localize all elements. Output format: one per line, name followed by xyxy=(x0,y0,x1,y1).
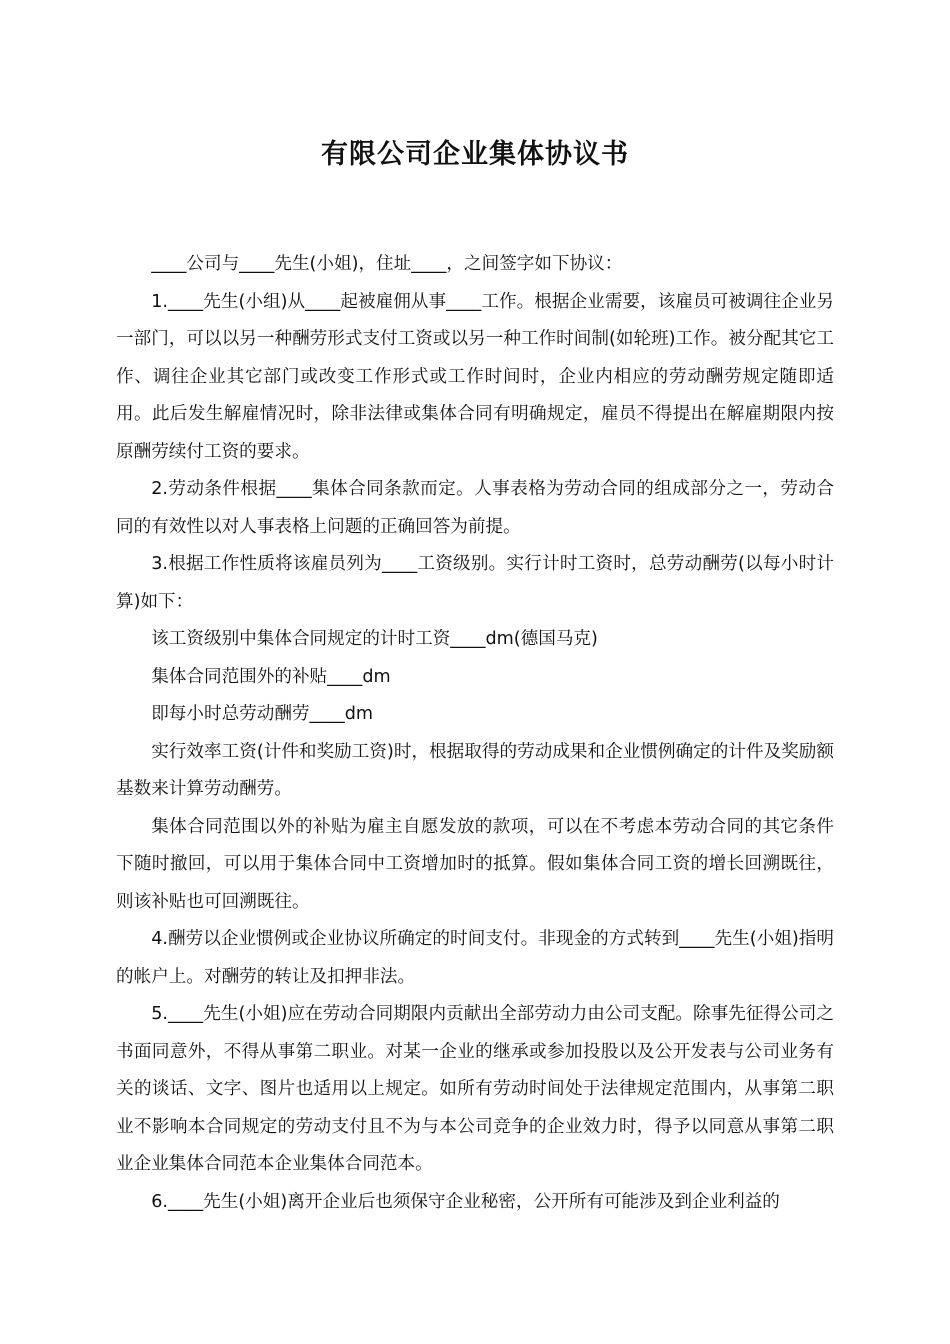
clause-3-paragraph: 3.根据工作性质将该雇员列为____工资级别。实行计时工资时，总劳动酬劳(以每小时计算)如下： xyxy=(116,554,834,612)
hourly-wage-line: 该工资级别中集体合同规定的计时工资____dm(德国马克) xyxy=(151,629,598,649)
clause-6-paragraph: 6.____先生(小姐)离开企业后也须保守企业秘密，公开所有可能涉及到企业利益的 xyxy=(151,1191,780,1212)
allowance-line: 集体合同范围外的补贴____dm xyxy=(151,666,391,687)
document-title: 有限公司企业集体协议书 xyxy=(321,139,629,170)
document-body xyxy=(116,246,834,1221)
total-hourly-pay-line: 即每小时总劳动酬劳____dm xyxy=(151,704,374,724)
clause-5-paragraph: 5.____先生(小姐)应在劳动合同期限内贡献出全部劳动力由公司支配。除事先征得公司之书面同意外，不得从事第二职业。对某一企业的继承或参加投股以及公开发表与公司业务有关的谈话、文字、图片也适用以上规定。如所有劳动时间处于法律规定范围内，从事第二职业不影响本合同规定的劳动支付且不为与本公司竞争的企业效力时，得予以同意从事第二职业企业集体合同范本企业集体合同范本。 xyxy=(116,1004,834,1174)
clause-1-paragraph: 1.____先生(小组)从____起被雇佣从事____工作。根据企业需要，该雇员可被调往企业另一部门，可以以另一种酬劳形式支付工资或以另一种工作时间制(如轮班)工作。被分配其它工作、调往企业其它部门或改变工作形式或工作时间时，企业内相应的劳动酬劳规定随即适用。此后发生解雇情况时，除非法律或集体合同有明确规定，雇员不得提出在解雇期限内按原酬劳续付工资的要求。 xyxy=(116,291,834,462)
clause-2-paragraph: 2.劳动条件根据____集体合同条款而定。人事表格为劳动合同的组成部分之一，劳动合同的有效性以对人事表格上问题的正确回答为前提。 xyxy=(116,479,834,537)
voluntary-allowance-paragraph: 集体合同范围以外的补贴为雇主自愿发放的款项，可以在不考虑本劳动合同的其它条件下随时撤回，可以用于集体合同中工资增加时的抵算。假如集体合同工资的增长回溯既往，则该补贴也可回溯既往。 xyxy=(116,816,834,912)
efficiency-wage-paragraph: 实行效率工资(计件和奖励工资)时，根据取得的劳动成果和企业惯例确定的计件及奖励额基数来计算劳动酬劳。 xyxy=(116,741,834,799)
intro-paragraph: ____公司与____先生(小姐)，住址____，之间签字如下协议： xyxy=(151,254,623,274)
clause-4-paragraph: 4.酬劳以企业惯例或企业协议所确定的时间支付。非现金的方式转到____先生(小姐)指明的帐户上。对酬劳的转让及扣押非法。 xyxy=(116,929,834,987)
